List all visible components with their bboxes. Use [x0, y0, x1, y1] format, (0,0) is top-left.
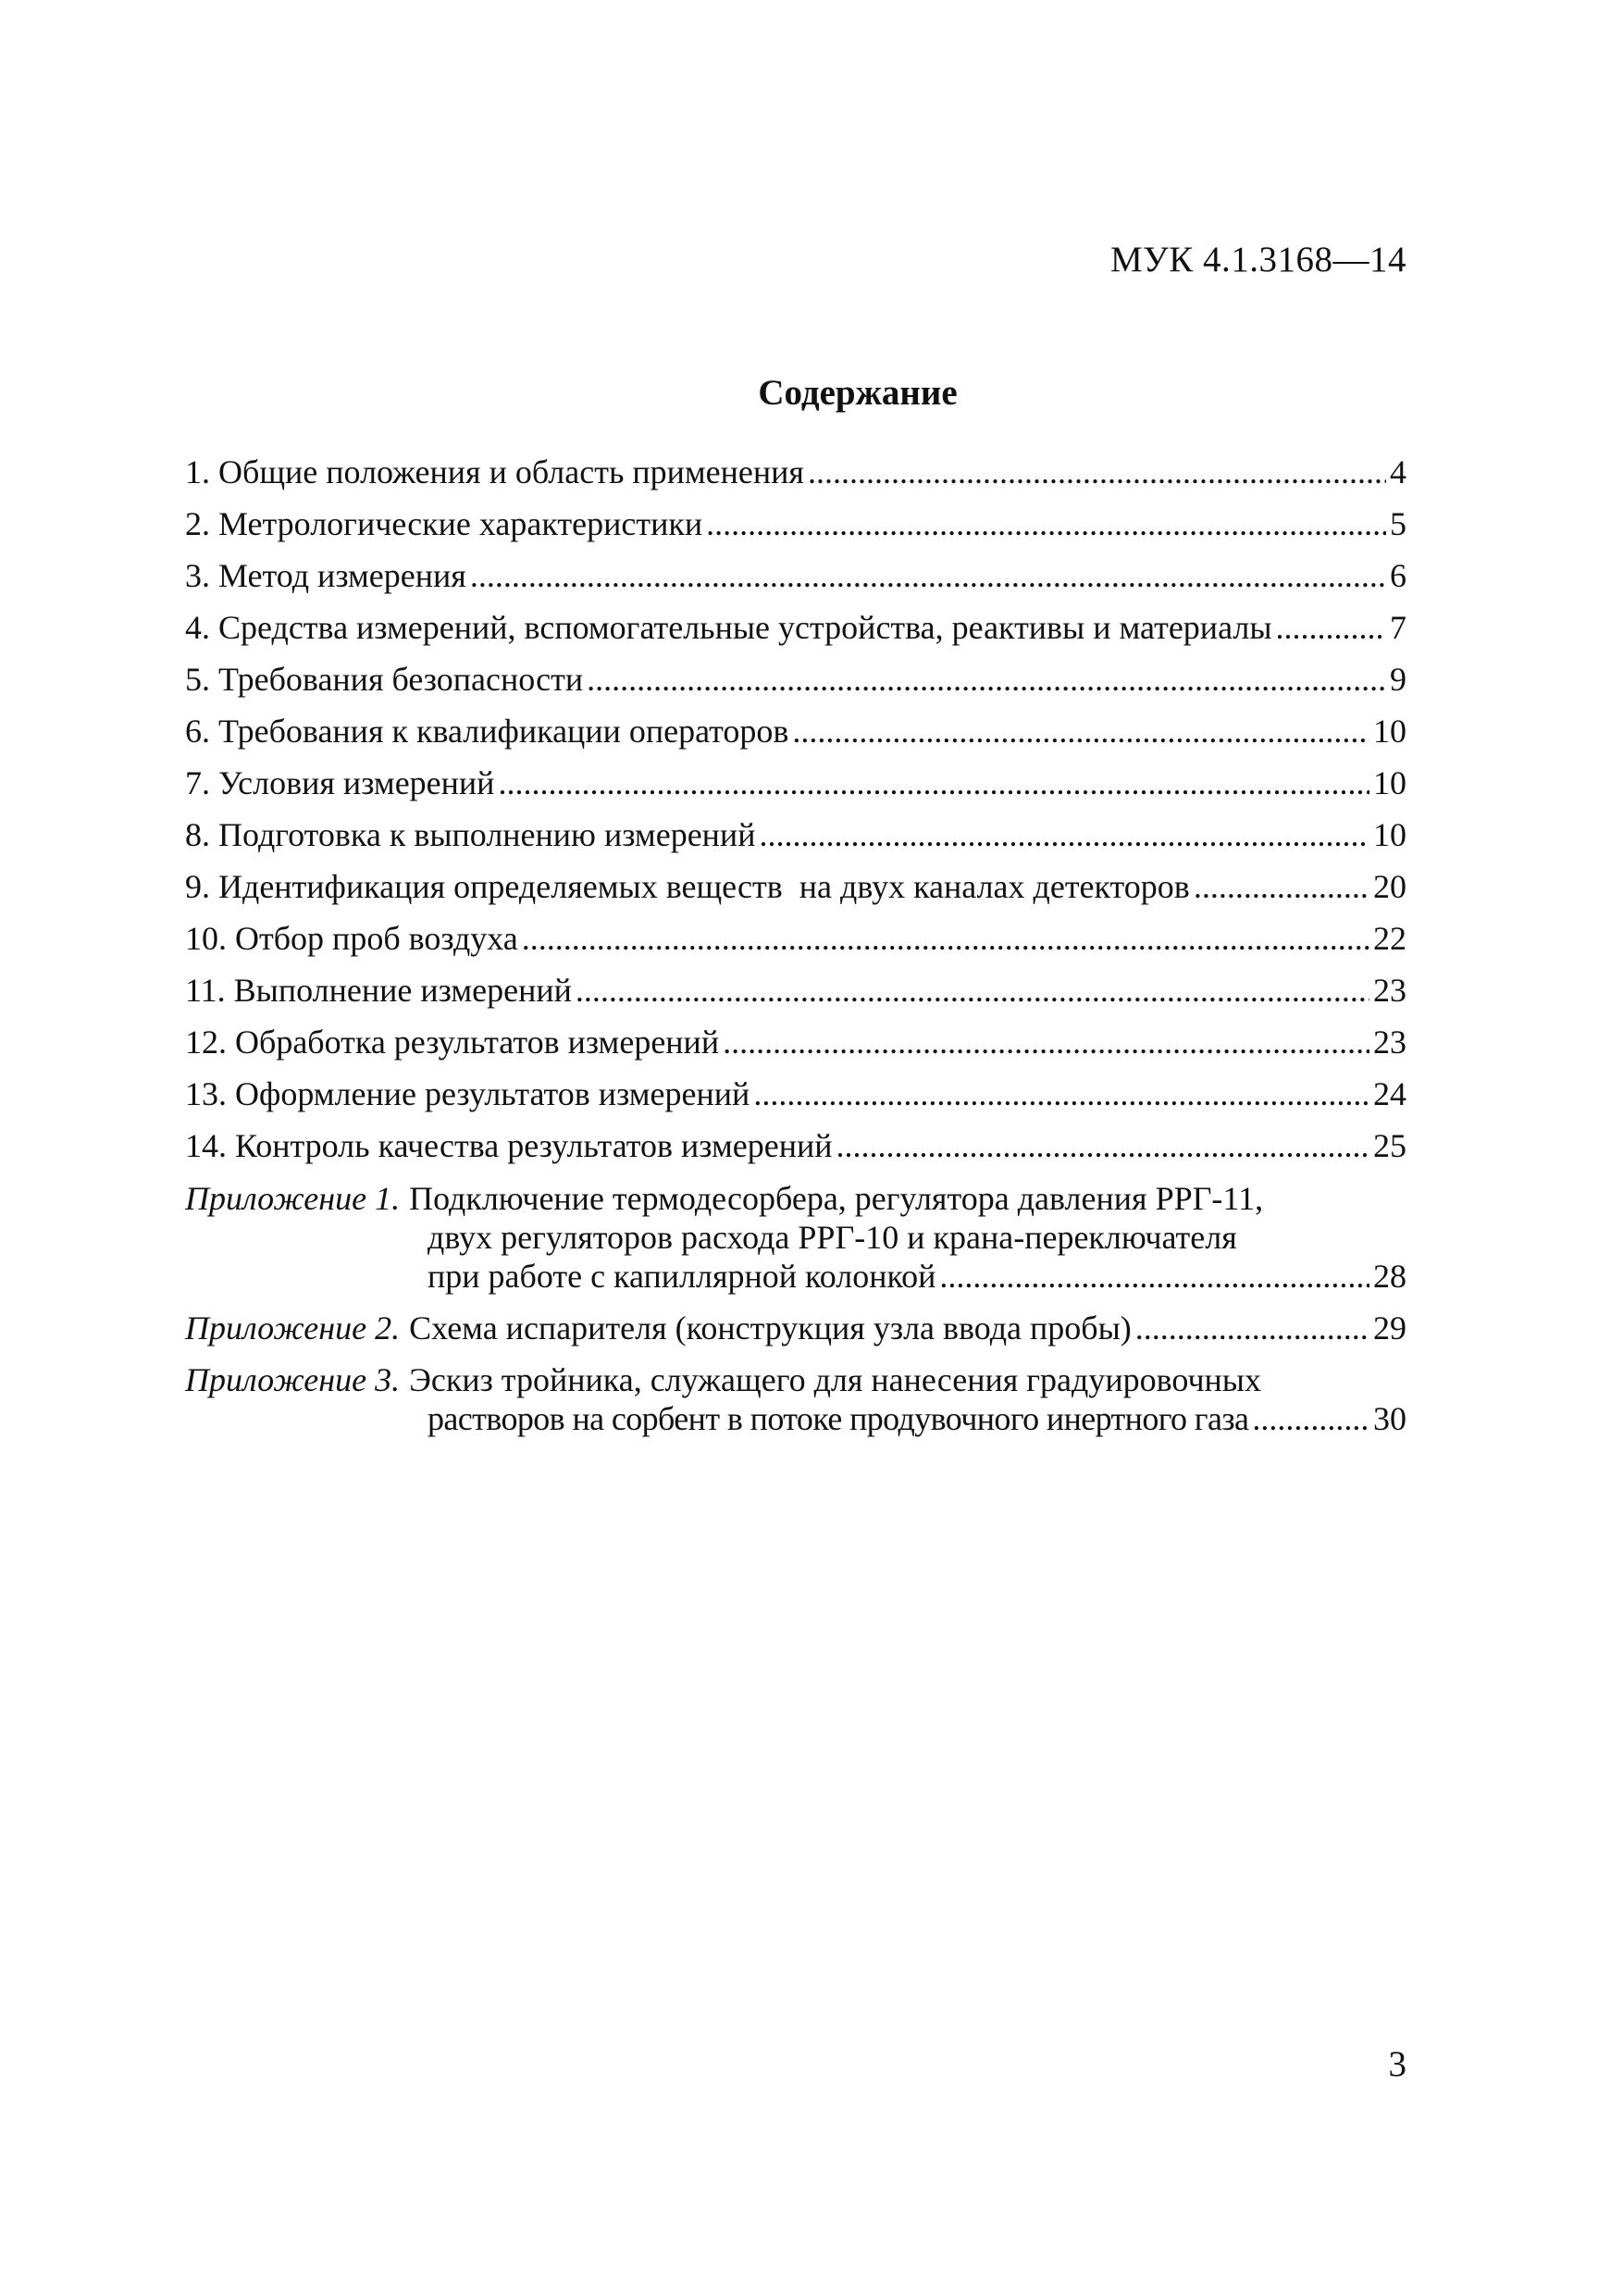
toc-entry-title: 12. Обработка результатов измерений: [185, 1024, 720, 1061]
dot-leader: [759, 809, 1369, 861]
page-title: Содержание: [758, 373, 958, 413]
toc-entry-page: 23: [1373, 972, 1406, 1009]
toc-entry-title: 14. Контроль качества результатов измерений: [185, 1127, 833, 1164]
toc-entry[interactable]: [185, 498, 1406, 550]
dot-leader: [792, 705, 1369, 757]
dot-leader: [522, 912, 1369, 964]
toc-entry-title: 11. Выполнение измерений: [185, 972, 572, 1009]
toc-entry-page: 22: [1373, 920, 1406, 957]
toc-entry-page: 6: [1390, 557, 1406, 594]
toc-entry[interactable]: [185, 912, 1406, 964]
toc-entry-title: 3. Метод измерения: [185, 557, 466, 594]
toc-entry[interactable]: [185, 1016, 1406, 1068]
appendix-title-line: Схема испарителя (конструкция узла ввода пробы): [409, 1309, 1132, 1347]
dot-leader: [1276, 602, 1386, 653]
toc-entry-page: 24: [1373, 1075, 1406, 1112]
dot-leader: [939, 1257, 1369, 1296]
dot-leader: [808, 446, 1386, 498]
dot-leader: [1135, 1309, 1369, 1347]
appendix-title-line: Подключение термодесорбера, регулятора давления РРГ-11,: [409, 1180, 1264, 1217]
dot-leader: [706, 498, 1386, 550]
toc-entry-page: 4: [1390, 453, 1406, 490]
dot-leader: [576, 964, 1369, 1016]
appendix-page: 29: [1373, 1309, 1406, 1347]
appendix-title-line: при работе с капиллярной колонкой: [427, 1258, 936, 1295]
toc-entry[interactable]: [185, 653, 1406, 705]
appendix-line: [185, 1399, 1406, 1438]
appendix-title-line: растворов на сорбент в потоке продувочного инертного газа: [427, 1400, 1249, 1437]
toc-entry-title: 7. Условия измерений: [185, 764, 495, 801]
appendix-title-line: Эскиз тройника, служащего для нанесения градуировочных: [409, 1361, 1261, 1398]
appendix-line: [185, 1218, 1406, 1257]
toc-entry-page: 10: [1373, 764, 1406, 801]
toc-entry[interactable]: [185, 602, 1406, 653]
appendix-page: 28: [1373, 1258, 1406, 1295]
toc-entry-title: 1. Общие положения и область применения: [185, 453, 804, 490]
toc-entry-title: 6. Требования к квалификации операторов: [185, 713, 789, 750]
dot-leader: [1252, 1399, 1369, 1438]
toc-entry-page: 10: [1373, 713, 1406, 750]
toc-entry-page: 25: [1373, 1127, 1406, 1164]
document-code: МУК 4.1.3168—14: [1109, 240, 1406, 279]
table-of-contents: [185, 446, 1406, 1438]
dot-leader: [723, 1016, 1369, 1068]
appendix-title-line: двух регуляторов расхода РРГ-10 и крана-переключателя: [427, 1219, 1237, 1256]
appendix-line: [185, 1360, 1406, 1399]
toc-entry[interactable]: [185, 1120, 1406, 1172]
toc-entry-title: 5. Требования безопасности: [185, 661, 584, 698]
dot-leader: [587, 653, 1386, 705]
toc-entry-title: 4. Средства измерений, вспомогательные устройства, реактивы и материалы: [185, 609, 1272, 646]
toc-entry[interactable]: [185, 550, 1406, 602]
toc-entry-title: 13. Оформление результатов измерений: [185, 1075, 750, 1112]
toc-entry-page: 5: [1390, 505, 1406, 542]
appendix-page: 30: [1373, 1400, 1406, 1437]
toc-entry-title: 9. Идентификация определяемых веществ на двух каналах детекторов: [185, 868, 1190, 905]
appendix-line: [185, 1179, 1406, 1218]
toc-entry-title: 2. Метрологические характеристики: [185, 505, 703, 542]
toc-entry-page: 10: [1373, 816, 1406, 853]
appendix-entry-2[interactable]: [185, 1309, 1406, 1347]
toc-entry-page: 7: [1390, 609, 1406, 646]
dot-leader: [498, 757, 1369, 809]
toc-entry[interactable]: [185, 1068, 1406, 1120]
appendix-label: Приложение 3.: [185, 1361, 401, 1398]
toc-entry[interactable]: [185, 757, 1406, 809]
toc-entry-page: 9: [1390, 661, 1406, 698]
toc-entry-page: 20: [1373, 868, 1406, 905]
toc-entry[interactable]: [185, 861, 1406, 912]
toc-entry[interactable]: [185, 705, 1406, 757]
dot-leader: [470, 550, 1386, 602]
appendix-line: [185, 1309, 1406, 1347]
toc-entry[interactable]: [185, 809, 1406, 861]
appendix-entry-1[interactable]: [185, 1179, 1406, 1296]
appendix-line: [185, 1257, 1406, 1296]
page-number: 3: [1388, 2044, 1406, 2084]
appendix-label: Приложение 2.: [185, 1309, 401, 1347]
appendix-label: Приложение 1.: [185, 1180, 401, 1217]
dot-leader: [753, 1068, 1369, 1120]
dot-leader: [1194, 861, 1369, 912]
toc-entry-title: 8. Подготовка к выполнению измерений: [185, 816, 756, 853]
toc-entry-title: 10. Отбор проб воздуха: [185, 920, 518, 957]
toc-entry-page: 23: [1373, 1024, 1406, 1061]
appendix-entry-3[interactable]: [185, 1360, 1406, 1438]
toc-entry[interactable]: [185, 446, 1406, 498]
dot-leader: [836, 1120, 1369, 1172]
toc-entry[interactable]: [185, 964, 1406, 1016]
